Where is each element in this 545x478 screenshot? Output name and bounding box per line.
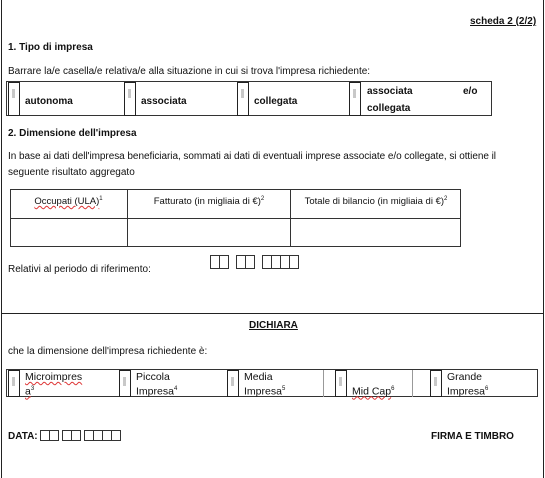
checkbox-mid-cap[interactable] xyxy=(335,370,347,397)
header-occupati xyxy=(10,196,127,207)
media-line2: Impresa xyxy=(244,385,282,398)
grande-line2: Impresa xyxy=(447,385,485,398)
label-media-impresa xyxy=(244,371,285,398)
checkbox-autonoma[interactable] xyxy=(8,82,20,116)
footnote-mark: 2 xyxy=(444,196,448,202)
date-box[interactable] xyxy=(245,255,255,269)
footnote-mark: 6 xyxy=(484,386,489,392)
date-box[interactable] xyxy=(111,430,121,441)
checkbox-microimpresa[interactable] xyxy=(8,370,20,397)
dichiara-title: DICHIARA xyxy=(249,320,298,331)
footnote-mark: 3 xyxy=(30,386,35,392)
date-box[interactable] xyxy=(49,430,59,441)
options-separator xyxy=(323,370,324,397)
date-box[interactable] xyxy=(219,255,229,269)
microimpresa-line2: a xyxy=(25,385,31,398)
piccola-line2: Impresa xyxy=(136,385,174,398)
input-totale-bilancio[interactable] xyxy=(291,219,460,246)
footnote-mark: 6 xyxy=(391,386,395,392)
section1-title: 1. Tipo di impresa xyxy=(8,42,93,53)
label-associata: associata xyxy=(141,96,187,107)
label-associata-collegata-1b: e/o xyxy=(463,86,478,97)
media-line1: Media xyxy=(244,371,273,383)
data-date-boxes[interactable] xyxy=(40,430,120,441)
section2-text-line1: In base ai dati dell'impresa beneficiaria, sommati ai dati di eventuali imprese associate e/o collegate, si ottiene il xyxy=(8,151,496,162)
input-occupati[interactable] xyxy=(11,219,127,246)
label-piccola-impresa xyxy=(136,371,177,398)
date-box[interactable] xyxy=(71,430,81,441)
header-totale-text: Totale di bilancio (in migliaia di €) xyxy=(304,196,445,208)
checkbox-media-impresa[interactable] xyxy=(227,370,239,397)
checkbox-collegata[interactable] xyxy=(237,82,249,116)
dichiara-text: che la dimensione dell'impresa richiedente è: xyxy=(8,346,208,357)
firma-label: FIRMA E TIMBRO xyxy=(431,431,514,442)
label-associata-collegata-2: collegata xyxy=(367,103,411,114)
checkbox-associata-collegata[interactable] xyxy=(349,82,361,116)
label-autonoma: autonoma xyxy=(25,96,73,107)
section2-title: 2. Dimensione dell'impresa xyxy=(8,128,137,139)
footnote-mark: 1 xyxy=(99,196,103,202)
input-fatturato[interactable] xyxy=(128,219,290,246)
midcap-line1: Mid Cap xyxy=(352,385,392,398)
data-label: DATA: xyxy=(8,431,38,442)
footnote-mark: 4 xyxy=(173,386,178,392)
checkbox-associata[interactable] xyxy=(124,82,136,116)
label-grande-impresa xyxy=(447,371,488,398)
scheda-label: scheda 2 (2/2) xyxy=(470,16,537,27)
checkbox-piccola-impresa[interactable] xyxy=(119,370,131,397)
options-separator xyxy=(412,370,413,397)
header-fatturato xyxy=(128,196,290,207)
piccola-line1: Piccola xyxy=(136,371,170,383)
label-microimpresa xyxy=(25,371,82,398)
tipo-impresa-box xyxy=(6,81,492,116)
period-date-boxes[interactable] xyxy=(210,255,298,269)
checkbox-grande-impresa[interactable] xyxy=(430,370,442,397)
section1-instruction: Barrare la/e casella/e relativa/e alla situazione in cui si trova l'impresa richiedente: xyxy=(8,66,371,77)
date-box[interactable] xyxy=(289,255,299,269)
header-totale-bilancio xyxy=(291,196,461,207)
label-mid-cap xyxy=(352,383,394,398)
header-fatturato-text: Fatturato (in migliaia di €) xyxy=(153,196,261,208)
label-associata-collegata-1a: associata xyxy=(367,86,413,97)
footnote-mark: 2 xyxy=(260,196,265,202)
label-collegata: collegata xyxy=(254,96,298,107)
header-occupati-text: Occupati (ULA) xyxy=(34,196,100,208)
page-border-right xyxy=(543,0,544,478)
section-divider xyxy=(1,313,544,314)
page-border-left xyxy=(1,0,2,478)
footnote-mark: 5 xyxy=(281,386,286,392)
grande-line1: Grande xyxy=(447,371,483,383)
period-label: Relativi al periodo di riferimento: xyxy=(8,264,151,275)
section2-text-line2: seguente risultato aggregato xyxy=(8,167,135,178)
microimpresa-line1: Microimpres xyxy=(25,371,83,383)
